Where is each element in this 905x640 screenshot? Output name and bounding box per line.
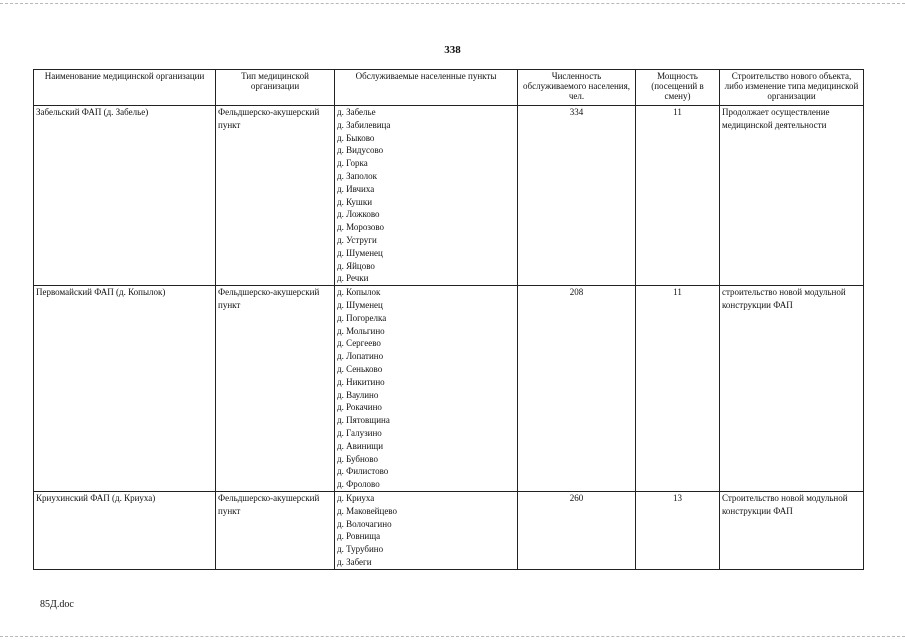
location-item: д. Шуменец (337, 299, 383, 310)
location-item: д. Шуменец (337, 247, 383, 258)
location-item: д. Галузино (337, 427, 382, 438)
table-row (34, 491, 864, 569)
org-name-cell: Первомайский ФАП (д. Копылок) (34, 286, 216, 492)
location-item: д. Быково (337, 132, 375, 143)
location-item: д. Морозово (337, 222, 385, 233)
location-item: д. Пятовщина (337, 415, 390, 426)
locations-cell (335, 106, 518, 286)
locations-cell (335, 491, 518, 569)
location-item: д. Сеньково (337, 363, 383, 374)
scan-edge-bottom (0, 636, 905, 637)
location-item: д. Лопатино (337, 351, 384, 362)
capacity-cell: 11 (636, 286, 720, 492)
location-item: д. Авинищи (337, 440, 384, 451)
header-population: Численность обслуживаемого населения, чел. (518, 70, 636, 106)
location-item: д. Ивчиха (337, 183, 375, 194)
location-item: д. Турубино (337, 544, 384, 555)
table-body (34, 106, 864, 570)
location-item: д. Фролово (337, 479, 380, 490)
location-item: д. Маковейцево (337, 505, 397, 516)
location-item: д. Волочагино (337, 518, 392, 529)
table-row (34, 106, 864, 286)
header-capacity: Мощность (посещений в смену) (636, 70, 720, 106)
org-type-cell: Фельдшерско-акушерский пункт (216, 286, 335, 492)
location-item: д. Яйцово (337, 260, 375, 271)
location-item: д. Уструги (337, 234, 377, 245)
table-header-row (34, 70, 864, 106)
capacity-cell: 11 (636, 106, 720, 286)
location-item: д. Криуха (337, 492, 375, 503)
header-org-name: Наименование медицинской организации (34, 70, 216, 106)
org-name-cell: Криухинский ФАП (д. Криуха) (34, 491, 216, 569)
page-number: 338 (444, 44, 461, 56)
capacity-cell: 13 (636, 491, 720, 569)
header-locations: Обслуживаемые населенные пункты (335, 70, 518, 106)
construction-cell: Строительство новой модульной конструкции ФАП (720, 491, 864, 569)
org-name-cell: Забельский ФАП (д. Забелье) (34, 106, 216, 286)
population-cell: 334 (518, 106, 636, 286)
location-item: д. Заполок (337, 170, 378, 181)
table-row (34, 286, 864, 492)
location-item: д. Бубново (337, 453, 378, 464)
location-item: д. Погорелка (337, 312, 387, 323)
location-item: д. Ложково (337, 209, 380, 220)
location-item: д. Забеги (337, 556, 372, 567)
header-construction: Строительство нового объекта, либо изменение типа медицинской организации (720, 70, 864, 106)
location-item: д. Рокачино (337, 402, 382, 413)
location-item: д. Забилевица (337, 119, 391, 130)
facilities-table (33, 69, 864, 570)
location-item: д. Копылок (337, 287, 381, 298)
footer-filename: 85Д.doc (40, 599, 74, 610)
location-item: д. Филистово (337, 466, 389, 477)
location-item: д. Речки (337, 273, 369, 284)
population-cell: 208 (518, 286, 636, 492)
construction-cell: Продолжает осуществление медицинской деятельности (720, 106, 864, 286)
location-item: д. Никитино (337, 376, 385, 387)
scan-edge-top (0, 3, 905, 4)
locations-cell (335, 286, 518, 492)
location-item: д. Кушки (337, 196, 373, 207)
location-item: д. Мольгино (337, 325, 385, 336)
location-item: д. Забелье (337, 107, 376, 117)
population-cell: 260 (518, 491, 636, 569)
location-item: д. Ровнища (337, 531, 381, 542)
org-type-cell: Фельдшерско-акушерский пункт (216, 491, 335, 569)
location-item: д. Сергеево (337, 338, 381, 349)
header-org-type: Тип медицинской организации (216, 70, 335, 106)
org-type-cell: Фельдшерско-акушерский пункт (216, 106, 335, 286)
construction-cell: строительство новой модульной конструкции ФАП (720, 286, 864, 492)
location-item: д. Видусово (337, 145, 384, 156)
location-item: д. Горка (337, 158, 368, 169)
location-item: д. Ваулино (337, 389, 379, 400)
